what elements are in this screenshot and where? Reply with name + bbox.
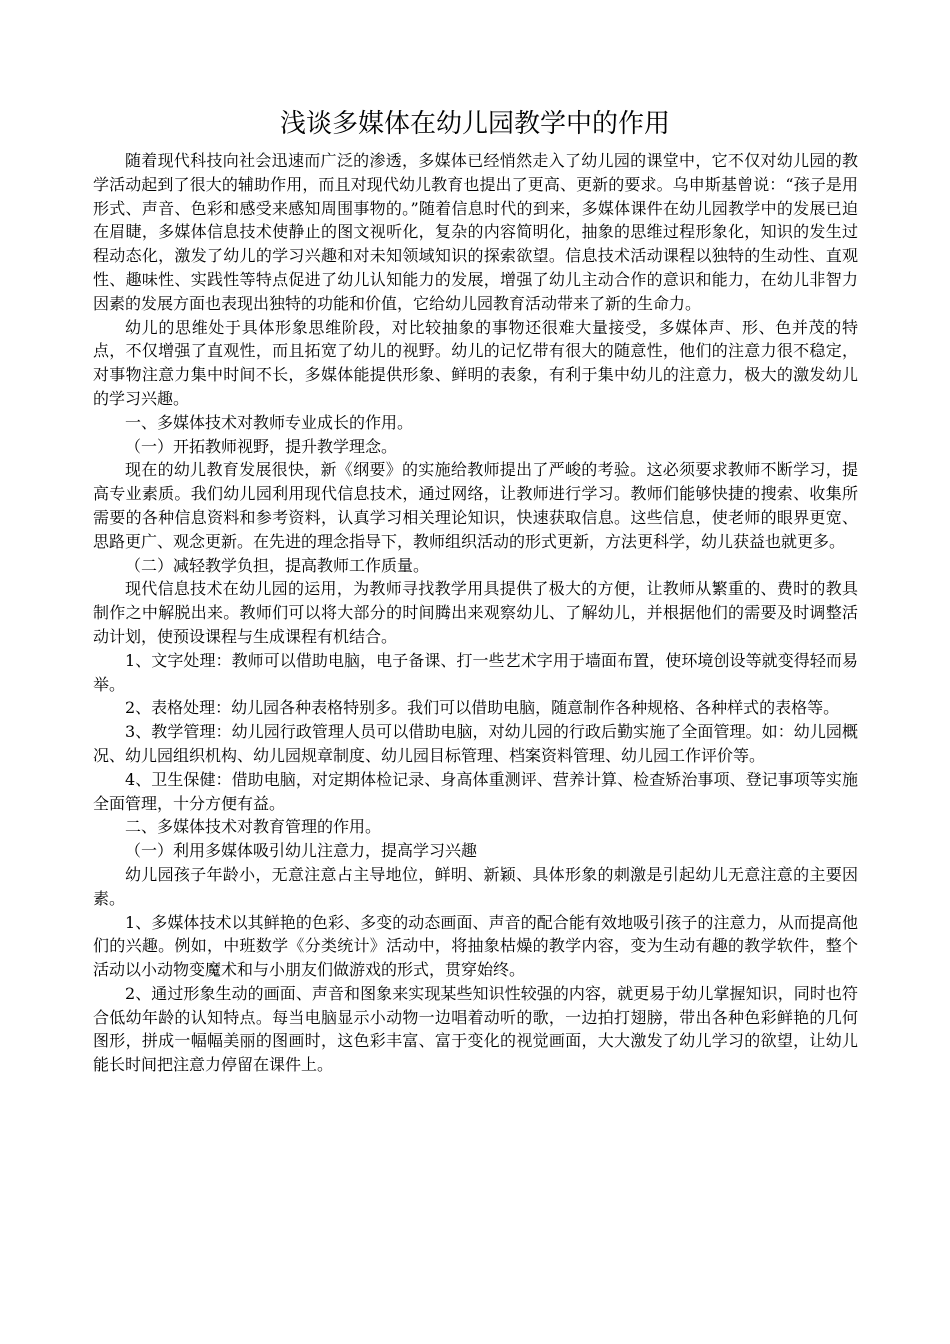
list-item-table-processing: 2、表格处理：幼儿园各种表格特别多。我们可以借助电脑，随意制作各种规格、各种样式的表格等。 xyxy=(125,698,840,718)
list-item-health-care: 4、卫生保健：借助电脑，对定期体检记录、身高体重测评、营养计算、检查矫治事项、登记事项等实施全面管理，十分方便有益。 xyxy=(93,769,858,813)
subsection-heading-1-1: （一）开拓教师视野，提升教学理念。 xyxy=(125,436,398,456)
section-heading-1: 一、多媒体技术对教师专业成长的作用。 xyxy=(125,412,414,432)
list-item-teaching-management: 3、教学管理：幼儿园行政管理人员可以借助电脑，对幼儿园的行政后勤实施了全面管理。如：幼儿园概况、幼儿园组织机构、幼儿园规章制度、幼儿园目标管理、档案资料管理、幼儿园工作评价等。 xyxy=(93,722,858,765)
paragraph-teacher-learning: 现在的幼儿教育发展很快，新《纲要》的实施给教师提出了严峻的考验。这必须要求教师不断学习，提高专业素质。我们幼儿园利用现代信息技术，通过网络，让教师进行学习。教师们能够快捷的搜索、收集所需要的各种信息资料和参考资料，认真学习相关理论知识，快速获取信息。这些信息，使老师的眼界更宽、思路更广、观念更新。在先进的理念指导下，教师组织活动的形式更新，方法更科学，幼儿获益也就更多。 xyxy=(93,460,858,551)
paragraph-children-thinking: 幼儿的思维处于具体形象思维阶段，对比较抽象的事物还很难大量接受，多媒体声、形、色并茂的特点，不仅增强了直观性，而且拓宽了幼儿的视野。幼儿的记忆带有很大的随意性，他们的注意力很不稳定，对事物注意力集中时间不长，多媒体能提供形象、鲜明的表象，有利于集中幼儿的注意力，极大的激发幼儿的学习兴趣。 xyxy=(93,317,858,408)
document-title: 浅谈多媒体在幼儿园教学中的作用 xyxy=(279,109,670,139)
subsection-heading-1-2: （二）减轻教学负担，提高教师工作质量。 xyxy=(125,555,430,575)
paragraph-attention: 幼儿园孩子年龄小，无意注意占主导地位，鲜明、新颖、具体形象的刺激是引起幼儿无意注意的主要因素。 xyxy=(93,864,858,908)
subsection-heading-2-1: （一）利用多媒体吸引幼儿注意力，提高学习兴趣 xyxy=(125,841,478,861)
list-item-multimedia-color: 1、多媒体技术以其鲜艳的色彩、多变的动态画面、声音的配合能有效地吸引孩子的注意力，从而提高他们的兴趣。例如，中班数学《分类统计》活动中，将抽象枯燥的教学内容，变为生动有趣的教学软件，整个活动以小动物变魔术和与小朋友们做游戏的形式，贯穿始终。 xyxy=(93,912,858,980)
document-body xyxy=(93,149,858,1077)
list-item-text-processing: 1、文字处理：教师可以借助电脑，电子备课、打一些艺术字用于墙面布置，使环境创设等就变得轻而易举。 xyxy=(93,650,858,694)
section-heading-2: 二、多媒体技术对教育管理的作用。 xyxy=(125,817,382,837)
paragraph-intro: 随着现代科技向社会迅速而广泛的渗透，多媒体已经悄然走入了幼儿园的课堂中，它不仅对幼儿园的教学活动起到了很大的辅助作用，而且对现代幼儿教育也提出了更高、更新的要求。乌申斯基曾说：“孩子是用形式、声音、色彩和感受来感知周围事物的。”随着信息时代的到来，多媒体课件在幼儿园教学中的发展已迫在眉睫，多媒体信息技术使静止的图文视听化，复杂的内容简明化，抽象的思维过程形象化，知识的发生过程动态化，激发了幼儿的学习兴趣和对未知领域知识的探索欲望。信息技术活动课程以独特的生动性、直观性、趣味性、实践性等特点促进了幼儿认知能力的发展，增强了幼儿主动合作的意识和能力，在幼儿非智力因素的发展方面也表现出独特的功能和价值，它给幼儿园教育活动带来了新的生命力。 xyxy=(93,151,858,313)
paragraph-reduce-burden: 现代信息技术在幼儿园的运用，为教师寻找教学用具提供了极大的方便，让教师从繁重的、费时的教具制作之中解脱出来。教师们可以将大部分的时间腾出来观察幼儿、了解幼儿，并根据他们的需要及时调整活动计划，使预设课程与生成课程有机结合。 xyxy=(93,579,858,646)
list-item-vivid-images: 2、通过形象生动的画面、声音和图象来实现某些知识性较强的内容，就更易于幼儿掌握知识，同时也符合低幼年龄的认知特点。每当电脑显示小动物一边唱着动听的歌，一边拍打翅膀，带出各种色彩鲜艳的几何图形，拼成一幅幅美丽的图画时，这色彩丰富、富于变化的视觉画面，大大激发了幼儿学习的欲望，让幼儿能长时间把注意力停留在课件上。 xyxy=(93,983,858,1075)
